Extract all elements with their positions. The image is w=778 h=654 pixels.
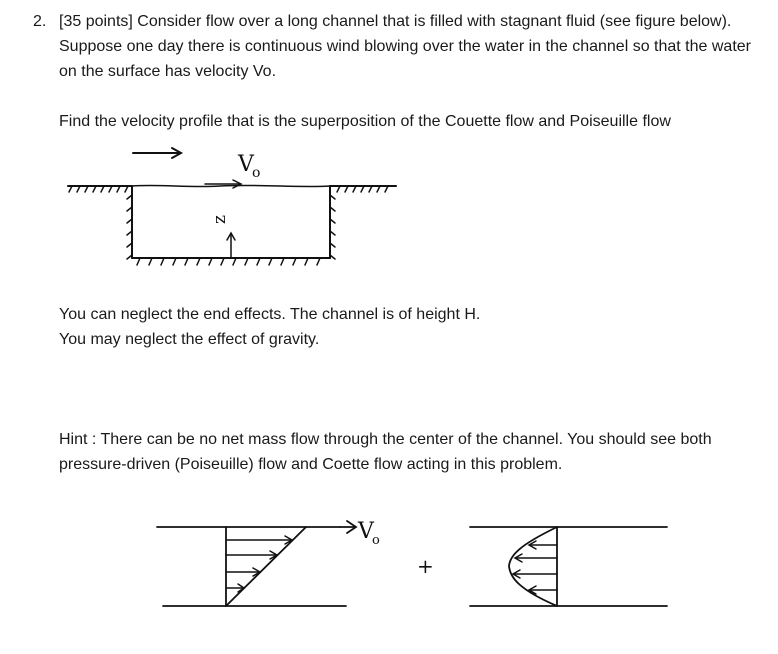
couette-arrows	[226, 536, 292, 592]
couette-profile	[226, 527, 306, 606]
velocity-label: V	[238, 152, 254, 177]
assumption-gravity: You may neglect the effect of gravity.	[59, 331, 320, 348]
problem-statement: [35 points] Consider flow over a long channel that is filled with stagnant fluid (see figure below). Suppose one day there is continuous wind blowing over the water in the channel so that the water on the surface has velocity Vo.	[59, 13, 751, 80]
problem-task: Find the velocity profile that is the superposition of the Couette flow and Poiseuille flow	[59, 113, 671, 130]
velocity-subscript: o	[252, 165, 261, 181]
z-axis-label: z	[210, 215, 230, 224]
velocity-label-2: V	[358, 519, 374, 544]
velocity-subscript-2: o	[372, 533, 380, 548]
plus-sign: +	[417, 554, 434, 578]
left-ground-hatch	[69, 186, 128, 192]
poiseuille-arrows	[513, 541, 557, 594]
water-surface	[132, 185, 330, 186]
right-ground-hatch	[337, 186, 388, 192]
assumption-end-effects: You can neglect the end effects. The channel is of height H.	[59, 306, 481, 323]
poiseuille-profile	[509, 527, 557, 606]
hint-text: Hint : There can be no net mass flow through the center of the channel. You should see both pressure-driven (Poiseuille) flow and Coette flow acting in this problem.	[59, 431, 712, 473]
wall-hatch	[127, 195, 335, 265]
problem-number: 2.	[33, 13, 47, 30]
